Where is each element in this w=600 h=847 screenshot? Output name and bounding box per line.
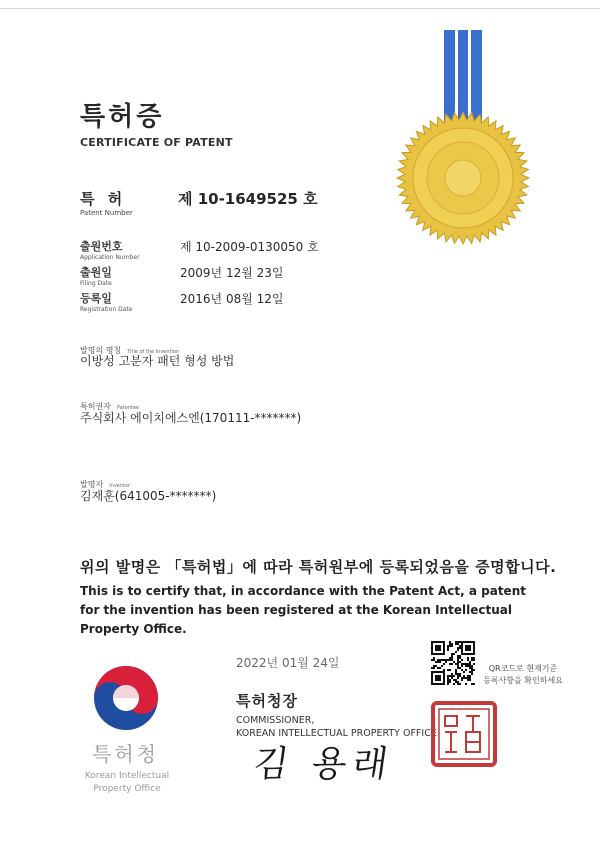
commissioner-signature: 김 용래 xyxy=(250,744,397,785)
invention-label-en: Title of the Invention xyxy=(127,349,180,355)
inventor-label-en: Inventor xyxy=(109,483,131,489)
invention-label-ko: 발명의 명칭 xyxy=(80,346,122,355)
top-edge-line xyxy=(0,8,600,9)
patentee-label-ko: 특허권자 xyxy=(80,402,111,411)
registration-date-value: 2016년 08월 12일 xyxy=(180,292,284,306)
field-label-ko: 출원일 xyxy=(80,266,112,279)
patentee-value: 주식회사 에이치에스엔(170111-*******) xyxy=(80,411,302,425)
certificate-title-ko: 특허증 xyxy=(80,102,165,132)
inventor-label-ko: 발명자 xyxy=(80,480,104,489)
kipo-name-en xyxy=(74,770,180,796)
commissioner-title-en-line1: COMMISSIONER, xyxy=(236,715,315,726)
field-label-en: Application Number xyxy=(80,254,140,261)
qr-note xyxy=(478,663,568,687)
patentee-label-en: Patentee xyxy=(116,405,140,411)
field-label-en: Registration Date xyxy=(80,306,133,313)
field-label-en: Filing Date xyxy=(80,280,112,287)
commissioner-title-en-line2: KOREAN INTELLECTUAL PROPERTY OFFICE xyxy=(236,728,437,739)
invention-title-value: 이방성 고분자 패턴 형성 방법 xyxy=(80,354,235,368)
patent-number-label-ko: 특 허 xyxy=(80,190,127,208)
kipo-name-ko: 특허청 xyxy=(92,742,159,766)
inventor-value: 김재훈(641005-*******) xyxy=(80,489,217,503)
field-label-ko: 등록일 xyxy=(80,292,112,305)
issue-date: 2022년 01월 24일 xyxy=(236,656,340,670)
field-label-ko: 출원번호 xyxy=(80,240,123,253)
qr-note-line1: QR코드로 현재기준 xyxy=(488,664,558,673)
certificate-title-en: CERTIFICATE OF PATENT xyxy=(80,136,233,149)
declaration-ko: 위의 발명은 「특허법」에 따라 특허원부에 등록되었음을 증명합니다. xyxy=(80,558,557,576)
filing-date-value: 2009년 12월 23일 xyxy=(180,266,284,280)
gold-seal-ribbon-icon xyxy=(392,30,542,250)
qr-note-line2: 등록사항을 확인하세요 xyxy=(483,676,563,685)
official-red-stamp-icon xyxy=(430,700,498,768)
application-number-row xyxy=(80,238,140,261)
qr-code-icon[interactable] xyxy=(431,641,475,685)
patent-number-value: 제 10-1649525 호 xyxy=(178,190,318,208)
declaration-en: This is to certify that, in accordance with the Patent Act, a patent for the invention has been registered at the Korean Intellectual Property Office. xyxy=(80,584,526,636)
patent-number-label-en: Patent Number xyxy=(80,209,133,217)
kipo-taegeuk-logo-icon xyxy=(92,664,160,732)
kipo-name-en-line2: Property Office xyxy=(93,784,161,794)
commissioner-title-ko: 특허청장 xyxy=(236,692,298,710)
filing-date-row xyxy=(80,264,112,287)
kipo-name-en-line1: Korean Intellectual xyxy=(84,771,170,781)
application-number-value: 제 10-2009-0130050 호 xyxy=(180,240,319,254)
registration-date-row xyxy=(80,290,132,313)
